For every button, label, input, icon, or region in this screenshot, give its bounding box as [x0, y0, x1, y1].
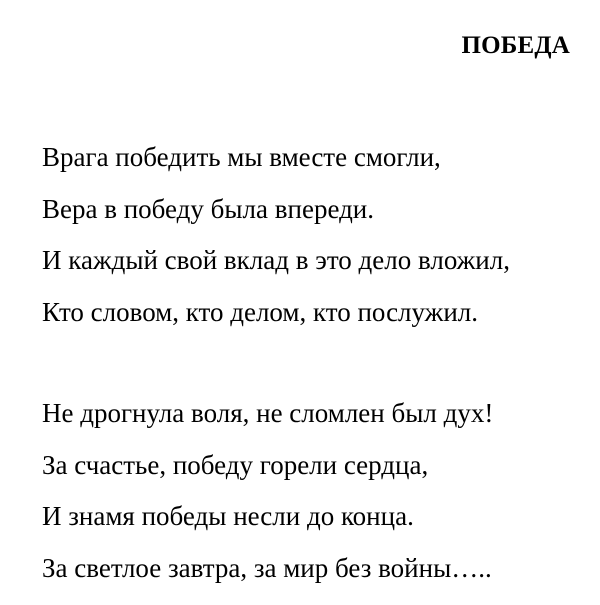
poem-line: И каждый свой вклад в это дело вложил,: [42, 245, 510, 275]
poem-title: ПОБЕДА: [461, 32, 570, 59]
poem-line: И знамя победы несли до конца.: [42, 501, 414, 531]
poem-line: Кто словом, кто делом, кто послужил.: [42, 296, 478, 327]
stanza-1: [42, 132, 510, 338]
stanza-2: [42, 388, 493, 594]
poem-line: Не дрогнула воля, не сломлен был дух!: [42, 398, 494, 428]
poem-line: За счастье, победу горели сердца,: [42, 449, 429, 480]
poem-line: Вера в победу была впереди.: [42, 193, 375, 224]
poem-line: За светлое завтра, за мир без войны…..: [42, 552, 492, 583]
poem-line: Врага победить мы вместе смогли,: [42, 142, 441, 172]
